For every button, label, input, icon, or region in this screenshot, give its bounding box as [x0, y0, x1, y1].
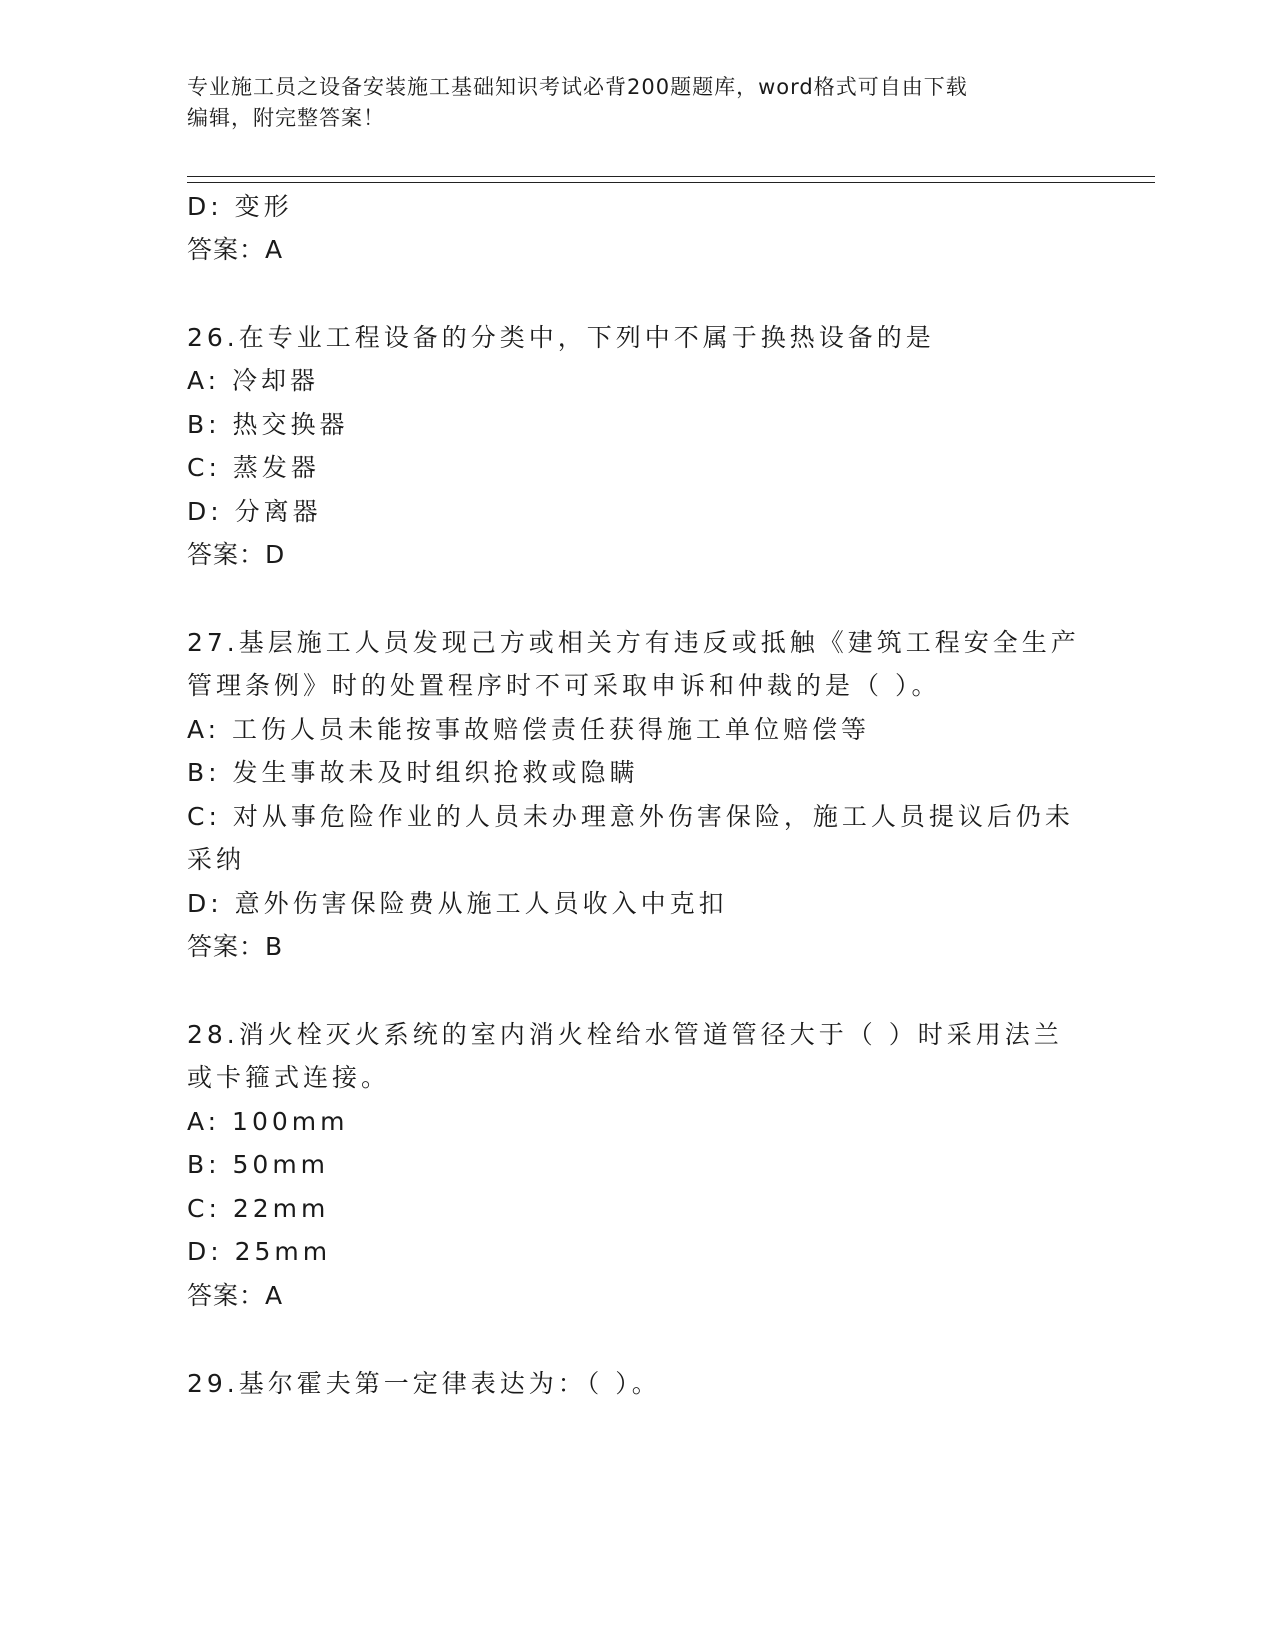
page-header [187, 72, 1087, 134]
q27-question-line-1: 27.基层施工人员发现己方或相关方有违反或抵触《建筑工程安全生产 [187, 628, 1080, 657]
q27-option-d: D: 意外伤害保险费从施工人员收入中克扣 [187, 889, 728, 918]
q27-question-line-2: 管理条例》时的处置程序时不可采取申诉和仲裁的是（ ）。 [187, 671, 941, 700]
q28-option-b: B: 50mm [187, 1150, 330, 1179]
q26-answer: 答案：D [187, 540, 286, 569]
q28-option-c: C: 22mm [187, 1194, 330, 1223]
q26-option-b: B: 热交换器 [187, 410, 349, 439]
q27-answer: 答案：B [187, 932, 284, 961]
q28-option-d: D: 25mm [187, 1237, 332, 1266]
q28-option-a: A: 100mm [187, 1107, 349, 1136]
q28-question-line-1: 28.消火栓灭火系统的室内消火栓给水管道管径大于（ ）时采用法兰 [187, 1020, 1063, 1049]
q27-option-b: B: 发生事故未及时组织抢救或隐瞒 [187, 758, 639, 787]
q27-option-c-line-2: 采纳 [187, 845, 246, 874]
q26-option-c: C: 蒸发器 [187, 453, 320, 482]
header-title-line-2: 编辑，附完整答案！ [187, 106, 385, 130]
q28-question-line-2: 或卡箍式连接。 [187, 1063, 391, 1092]
q29-question: 29.基尔霍夫第一定律表达为：（ ）。 [187, 1369, 661, 1398]
q25-answer: 答案：A [187, 235, 284, 264]
q26-option-a: A: 冷却器 [187, 366, 320, 395]
q28-answer: 答案：A [187, 1281, 284, 1310]
header-divider-bottom [187, 182, 1155, 183]
q27-option-a: A: 工伤人员未能按事故赔偿责任获得施工单位赔偿等 [187, 715, 871, 744]
header-title-line-1: 专业施工员之设备安装施工基础知识考试必背200题题库，word格式可自由下载 [187, 75, 968, 99]
q25-option-d: D: 变形 [187, 192, 293, 221]
q27-option-c-line-1: C: 对从事危险作业的人员未办理意外伤害保险，施工人员提议后仍未 [187, 802, 1074, 831]
q26-question: 26.在专业工程设备的分类中，下列中不属于换热设备的是 [187, 323, 935, 352]
header-divider-top [187, 176, 1155, 177]
q26-option-d: D: 分离器 [187, 497, 322, 526]
